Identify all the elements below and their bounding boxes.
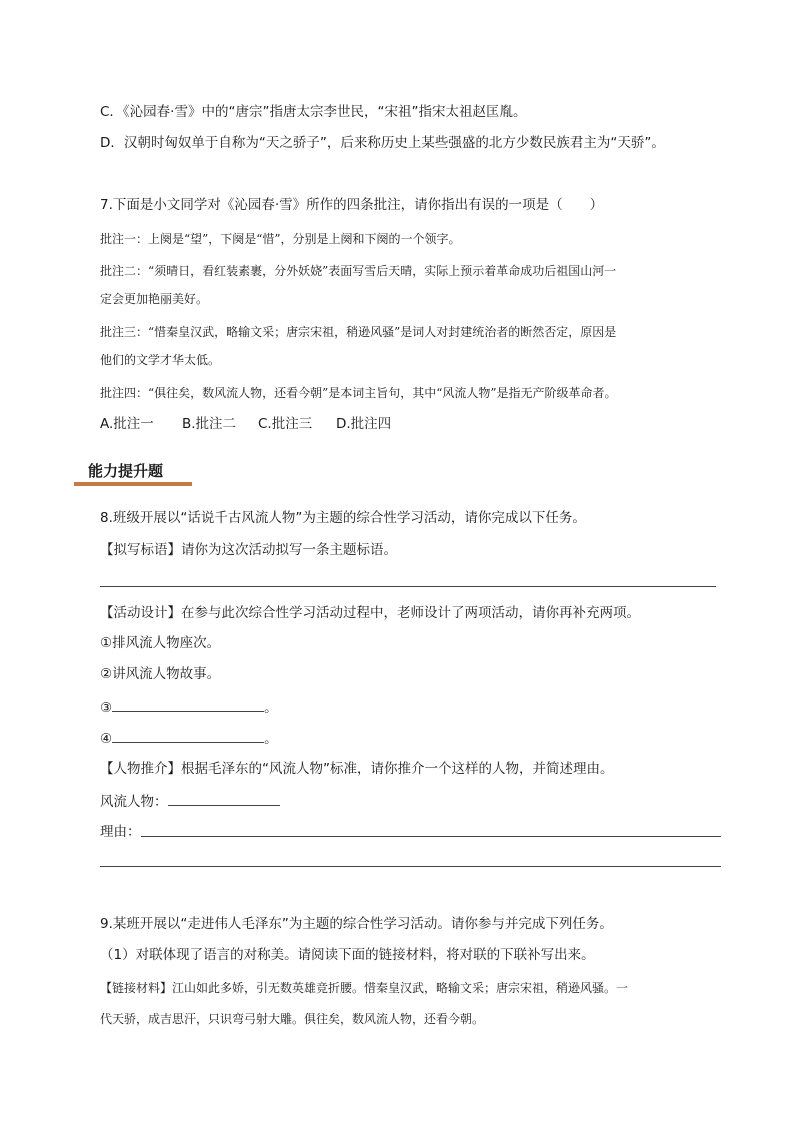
q8-reason-label: 理由： [100, 824, 141, 840]
q9-material-line1: 【链接材料】江山如此多娇，引无数英雄竞折腰。惜秦皇汉武，略输文采；唐宗宋祖，稍逊风骚。一 [100, 981, 629, 995]
q6-option-c: C．《沁园春·雪》中的“唐宗”指唐太宗李世民，“宋祖”指宋太祖赵匡胤。 [100, 104, 527, 120]
q7-annotation-2-line2: 定会更加艳丽美好。 [100, 292, 209, 306]
q8-activity-4 [100, 728, 278, 748]
q8-slogan-task: 【拟写标语】请你为这次活动拟写一条主题标语。 [100, 542, 397, 558]
q8-reason-answer-line-1[interactable] [141, 836, 721, 837]
q7-annotation-3-line2: 他们的文学才华太低。 [100, 353, 221, 367]
q9-material-line2: 代天骄，成吉思汗，只识弯弓射大雕。俱往矣，数风流人物，还看今朝。 [100, 1012, 485, 1026]
q8-recommend-task: 【人物推介】根据毛泽东的“风流人物”标准，请你推介一个这样的人物，并简述理由。 [100, 761, 614, 777]
section-heading: 能力提升题 [88, 462, 164, 480]
q8-activity-3-marker: ③ [100, 700, 113, 716]
q8-activity-4-blank[interactable] [112, 728, 264, 743]
q9-stem: 9.某班开展以“走进伟人毛泽东”为主题的综合性学习活动。请你参与并完成下列任务。 [100, 916, 613, 932]
q8-activity-3 [100, 697, 278, 717]
q9-subquestion-1: （1）对联体现了语言的对称美。请阅读下面的链接材料，将对联的下联补写出来。 [100, 947, 595, 963]
q8-stem: 8.班级开展以“话说千古风流人物”为主题的综合性学习活动，请你完成以下任务。 [100, 510, 586, 526]
q8-reason-answer-line-2[interactable] [100, 866, 721, 867]
q8-person-label: 风流人物： [100, 794, 168, 810]
q8-activity-1: ①排风流人物座次。 [100, 635, 221, 651]
q7-option-c[interactable]: C.批注三 [258, 416, 313, 432]
q8-design-task: 【活动设计】在参与此次综合性学习活动过程中，老师设计了两项活动，请你再补充两项。 [100, 605, 640, 621]
q7-options [100, 415, 391, 433]
q7-annotation-3-line1: 批注三：“惜秦皇汉武，略输文采；唐宗宋祖，稍逊风骚”是词人对封建统治者的断然否定，原因是 [100, 325, 617, 339]
q7-annotation-1: 批注一：上阕是“望”，下阕是“惜”，分别是上阕和下阕的一个领字。 [100, 232, 461, 246]
q7-option-d[interactable]: D.批注四 [336, 416, 392, 432]
q8-activity-4-marker: ④ [100, 731, 113, 747]
q8-slogan-answer-line[interactable] [100, 586, 716, 587]
q8-activity-4-period: 。 [264, 731, 278, 747]
q6-option-d: D．汉朝时匈奴单于自称为“天之骄子”，后来称历史上某些强盛的北方少数民族君主为“天骄”。 [100, 135, 665, 151]
q7-stem: 7.下面是小文同学对《沁园春·雪》所作的四条批注，请你指出有误的一项是（ ） [100, 197, 604, 213]
q7-option-a[interactable]: A.批注一 [100, 416, 154, 432]
q8-activity-3-period: 。 [264, 700, 278, 716]
q7-annotation-2-line1: 批注二：“须晴日，看红装素裹，分外妖娆”表面写雪后天晴，实际上预示着革命成功后祖国山河一 [100, 264, 617, 278]
section-heading-underline [74, 482, 192, 486]
q7-annotation-4: 批注四：“俱往矣，数风流人物，还看今朝”是本词主旨句，其中“风流人物”是指无产阶级革命者。 [100, 386, 617, 400]
q7-option-b[interactable]: B.批注二 [182, 416, 237, 432]
q8-activity-3-blank[interactable] [112, 697, 264, 712]
q8-person-row [100, 791, 280, 811]
q8-activity-2: ②讲风流人物故事。 [100, 666, 221, 682]
q8-person-blank[interactable] [168, 791, 280, 806]
